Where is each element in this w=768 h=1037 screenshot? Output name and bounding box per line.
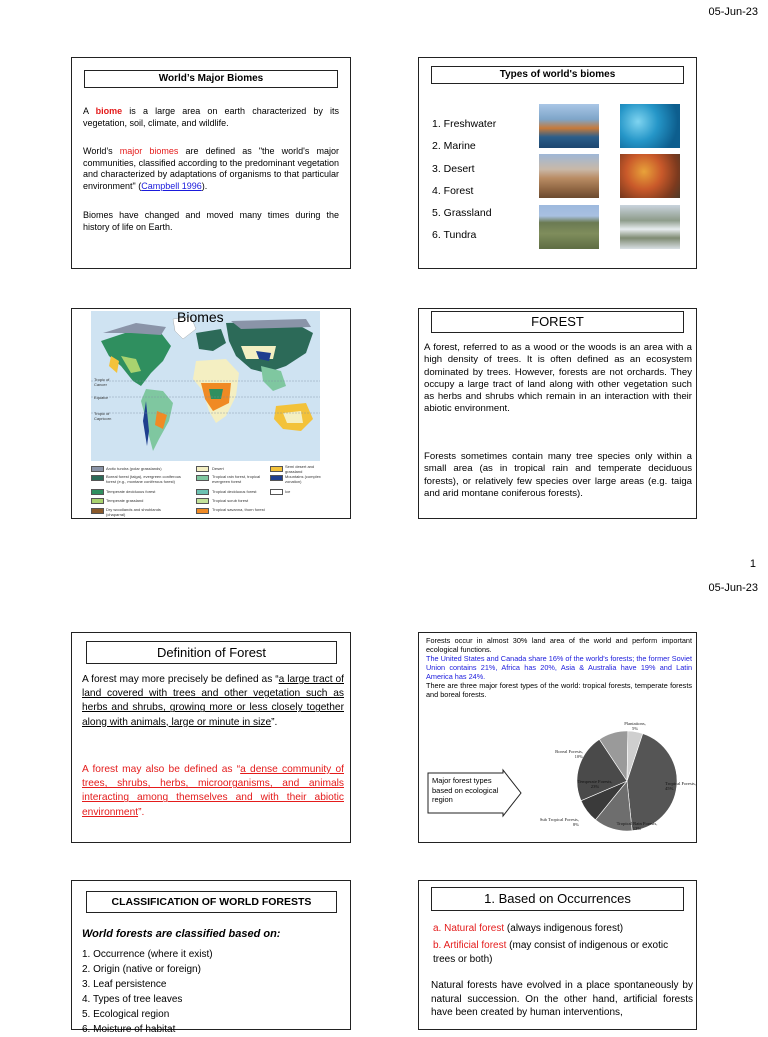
slide2-title: Types of world's biomes: [431, 66, 684, 84]
slide-types-of-biomes: [418, 57, 697, 269]
legend-swatch: [91, 489, 104, 495]
slide-world-major-biomes: [71, 57, 351, 269]
legend-label: Temperate deciduous forest: [106, 489, 156, 494]
classification-item: 1. Occurrence (where it exist): [82, 949, 213, 960]
europe-landmass: [196, 329, 226, 351]
slide8-title: 1. Based on Occurrences: [431, 887, 684, 911]
slide-forest: [418, 308, 697, 519]
legend-label: Desert: [212, 466, 224, 471]
legend-label: Dry woodlands and shrublands (chaparral): [106, 507, 161, 517]
slide-forest-occurrence-chart: [418, 632, 697, 843]
marine-photo: [620, 104, 680, 148]
world-map-svg: [91, 311, 320, 461]
slide7-subtitle: World forests are classified based on:: [82, 928, 281, 940]
legend-label: Tropical deciduous forest: [212, 489, 257, 494]
slide-based-on-occurrences: [418, 880, 697, 1030]
pie-label: Temperate Forests, 23%: [577, 779, 613, 789]
arctic-north-america: [103, 323, 166, 335]
pie-label: Boreal Forests, 10%: [555, 749, 583, 759]
date-top: 05-Jun-23: [708, 6, 758, 18]
slide-definition-of-forest: [71, 632, 351, 843]
page-number: 1: [749, 558, 756, 570]
slide8-item-b: b. Artificial forest (may consist of indigenous or exotic trees or both): [433, 940, 669, 965]
rainforest-africa: [209, 389, 223, 399]
classification-item: 6. Moisture of habitat: [82, 1024, 176, 1035]
slide6-para1: Forests occur in almost 30% land area of the world and perform important ecological functions.: [426, 636, 692, 654]
legend-swatch: [91, 508, 104, 514]
legend-label: Arctic tundra (polar grasslands): [106, 466, 162, 471]
forest-photo: [620, 154, 680, 198]
pie-label: Sub Tropical Forests, 8%: [539, 817, 579, 827]
legend-swatch: [270, 489, 283, 495]
classification-list: [82, 947, 213, 1037]
slide-biomes-map: [71, 308, 351, 519]
biome-list-item: 4. Forest: [432, 184, 474, 197]
legend-label: Tropical savanna, thorn forest: [212, 507, 265, 512]
slide5-para2: A forest may also be defined as “a dense community of trees, shrubs, herbs, microorganisms, and animals interacting among themselves and with their abiotic environment”.: [82, 764, 344, 818]
forest-types-pie-chart: [539, 721, 695, 841]
legend-swatch: [270, 475, 283, 481]
label-tropic-capricorn: Tropic of Capricorn: [94, 411, 112, 421]
slide6-para3: There are three major forest types of the world: tropical forests, temperate forests and boreal forests.: [426, 681, 692, 699]
slide1-para2: World’s major biomes are defined as "the world's major communities, classified according to the predominant vegetation and characterized by adaptations of organisms to that particular environment" (Campbell 1996).: [83, 146, 339, 191]
slide4-para2: Forests sometimes contain many tree species only within a small area (as in tropical rain and temperate deciduous forests), or relatively few species over large areas (e.g. taiga and arid montane coniferous forests).: [424, 451, 692, 499]
pie-label: Plantations, 5%: [624, 721, 646, 731]
southeast-asia-region: [261, 366, 286, 391]
legend-label: Tropical scrub forest: [212, 498, 249, 503]
legend-swatch: [196, 498, 209, 504]
date-mid: 05-Jun-23: [708, 582, 758, 594]
biome-list-item: 2. Marine: [432, 140, 476, 153]
legend-label: Tropical rain forest, tropical evergreen forest: [212, 474, 261, 484]
legend-swatch: [196, 489, 209, 495]
legend-label: Ice: [285, 489, 291, 494]
label-tropic-cancer: Tropic of Cancer: [94, 377, 110, 387]
legend-label: Boreal forest (taiga), evergreen coniferous forest (e.g., montane coniferous forest): [106, 474, 181, 484]
label-equator: Equator: [94, 395, 109, 400]
pie-label: Tropical Rain Forests, 13%: [616, 821, 658, 831]
slide6-text: [426, 636, 692, 699]
legend-swatch: [196, 475, 209, 481]
slide5-title: Definition of Forest: [86, 641, 337, 664]
slide4-title: FOREST: [431, 311, 684, 333]
slide4-para1: A forest, referred to as a wood or the woods is an area with a high density of trees. It is often defined as an ecosystem dominated by trees. However, forests are not orchards. They occupy a large tract of land along with other vegetation such as herbs and shrubs which remain in an interaction with their abiotic environment.: [424, 342, 692, 415]
legend-swatch: [91, 475, 104, 481]
campbell-link[interactable]: Campbell 1996: [141, 180, 202, 191]
biome-list: [432, 113, 496, 247]
freshwater-photo: [539, 104, 599, 148]
classification-item: 5. Ecological region: [82, 1009, 170, 1020]
grassland-photo: [539, 205, 599, 249]
biomes-map-title: Biomes: [177, 309, 224, 325]
biome-list-item: 6. Tundra: [432, 229, 477, 242]
desert-photo: [539, 154, 599, 198]
biome-list-item: 1. Freshwater: [432, 118, 497, 130]
slide8-item-a: a. Natural forest (always indigenous forest): [433, 923, 624, 934]
biome-list-item: 5. Grassland: [432, 207, 492, 220]
slide7-title: CLASSIFICATION OF WORLD FORESTS: [86, 891, 337, 913]
legend-label: Temperate grassland: [106, 498, 144, 503]
world-map: [91, 311, 320, 461]
slide-classification: [71, 880, 351, 1035]
classification-item: 4. Types of tree leaves: [82, 994, 183, 1005]
slide1-title: World’s Major Biomes: [84, 70, 338, 88]
legend-swatch: [91, 498, 104, 504]
arrow-label: Major forest types based on ecological region: [432, 776, 499, 804]
classification-item: 2. Origin (native or foreign): [82, 964, 201, 975]
slide8-para: Natural forests have evolved in a place spontaneously by natural succession. On the other hand, artificial forests have been created by human interventions,: [431, 980, 693, 1018]
slide5-para1: A forest may more precisely be defined as “a large tract of land covered with trees and other vegetation such as herbs and shrubs, growing more or less closely together along with animals, large or minute in size”.: [82, 674, 344, 728]
legend-swatch: [196, 508, 209, 514]
pie-label: Tropical Forests, 45%: [665, 781, 696, 791]
classification-item: 3. Leaf persistence: [82, 979, 167, 990]
legend-swatch: [270, 466, 283, 472]
slide1-para3: Biomes have changed and moved many times during the history of life on Earth.: [83, 210, 339, 232]
slide6-para2: The United States and Canada share 16% of the world's forests; the former Soviet Union contains 21%, Africa has 20%, Asia & Australia have 19% and Latin America has 24%.: [426, 654, 692, 681]
legend-label: Semi desert and grassland: [285, 464, 315, 474]
legend-label: Mountains (complex zonation): [285, 474, 321, 484]
biome-list-item: 3. Desert: [432, 162, 475, 175]
legend-swatch: [91, 466, 104, 472]
legend-swatch: [196, 466, 209, 472]
tundra-photo: [620, 205, 680, 249]
slide1-para1: A biome is a large area on earth characterized by its vegetation, soil, climate, and wildlife.: [83, 106, 340, 128]
